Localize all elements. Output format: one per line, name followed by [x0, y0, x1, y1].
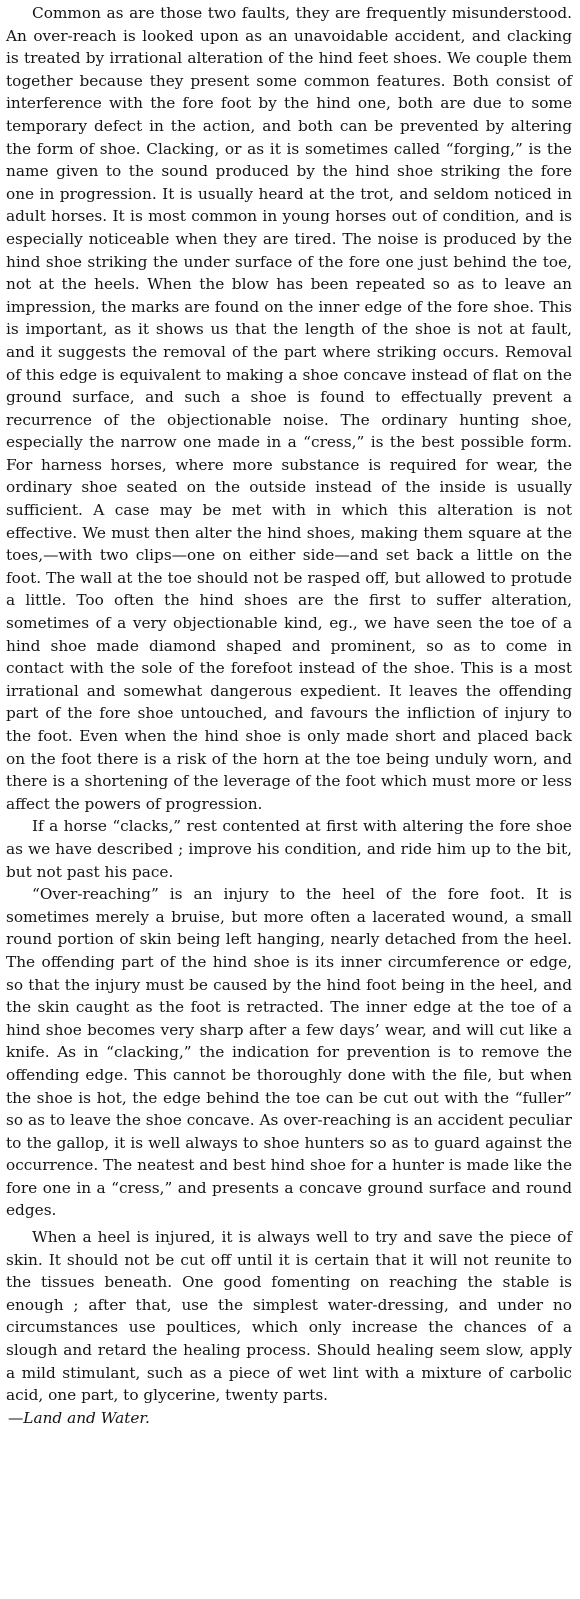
article-source-credit: —Land and Water. [8, 1408, 150, 1427]
article-paragraph-fore-shoe-advice: If a horse “clacks,” rest contented at first with altering the fore shoe as we have described ; improve his condition, and ride him up to the bit, but not past his pace. [6, 817, 572, 881]
article-paragraph-over-reaching: “Over-reaching” is an injury to the heel of the fore foot. It is sometimes merely a bruise, but more often a lacerated wound, a small round portion of skin being left hanging, nearly detached from the heel. The offending part of the hind shoe is its inner circumference or edge, so that the injury must be caused by the hind foot being in the heel, and the skin caught as the foot is retracted. The inner edge at the toe of a hind shoe becomes very sharp after a few days’ wear, and will cut like a knife. As in “clacking,” the indication for prevention is to remove the offending edge. This cannot be thoroughly done with the file, but when the shoe is hot, the edge behind the toe can be cut out with the “fuller” so as to leave the shoe concave. As over-reaching is an accident peculiar to the gallop, it is well always to shoe hunters so as to guard against the occurrence. The neatest and best hind shoe for a hunter is made like the fore one in a “cress,” and presents a concave ground surface and round edges. [6, 885, 572, 1220]
article-paragraph-heel-care: When a heel is injured, it is always well to try and save the piece of skin. It should not be cut off until it is certain that it will not reunite to the tissues beneath. One good fomenting on reaching the stable is enough ; after that, use the simplest water-dressing, and under no circumstances use poultices, which only increase the chances of a slough and retard the healing process. Should healing seem slow, apply a mild stimulant, such as a piece of wet lint with a mixture of carbolic acid, one part, to glycerine, twenty parts. [6, 1228, 572, 1405]
article-paragraph-clacking: Common as are those two faults, they are frequently misunderstood. An over-reach is looked upon as an unavoidable accident, and clacking is treated by irrational alteration of the hind feet shoes. We couple them together because they present some common features. Both consist of interference with the fore foot by the hind one, both are due to some temporary defect in the action, and both can be prevented by altering the form of shoe. Clacking, or as it is sometimes called “forging,” is the name given to the sound produced by the hind shoe striking the fore one in progression. It is usually heard at the trot, and seldom noticed in adult horses. It is most common in young horses out of condition, and is especially noticeable when they are tired. The noise is produced by the hind shoe striking the under surface of the fore one just behind the toe, not at the heels. When the blow has been repeated so as to leave an impression, the marks are found on the inner edge of the fore shoe. This is important, as it shows us that the length of the shoe is not at fault, and it suggests the removal of the part where striking occurs. Removal of this edge is equivalent to making a shoe concave instead of flat on the ground surface, and such a shoe is found to effectually prevent a recurrence of the objectionable noise. The ordinary hunting shoe, especially the narrow one made in a “cress,” is the best possible form. For harness horses, where more substance is required for wear, the ordinary shoe seated on the outside instead of the inside is usually sufficient. A case may be met with in which this alteration is not effective. We must then alter the hind shoes, making them square at the toes,—with two clips—one on either side—and set back a little on the foot. The wall at the toe should not be rasped off, but allowed to protude a little. Too often the hind shoes are the first to suffer alteration, sometimes of a very objectionable kind, eg., we have seen the toe of a hind shoe made diamond shaped and prominent, so as to come in contact with the sole of the forefoot instead of the shoe. This is a most irrational and somewhat dangerous expedient. It leaves the offending part of the fore shoe untouched, and favours the infliction of injury to the foot. Even when the hind shoe is only made short and placed back on the foot there is a risk of the horn at the toe being unduly worn, and there is a shortening of the leverage of the foot which must more or less affect the powers of progression. [6, 4, 572, 813]
